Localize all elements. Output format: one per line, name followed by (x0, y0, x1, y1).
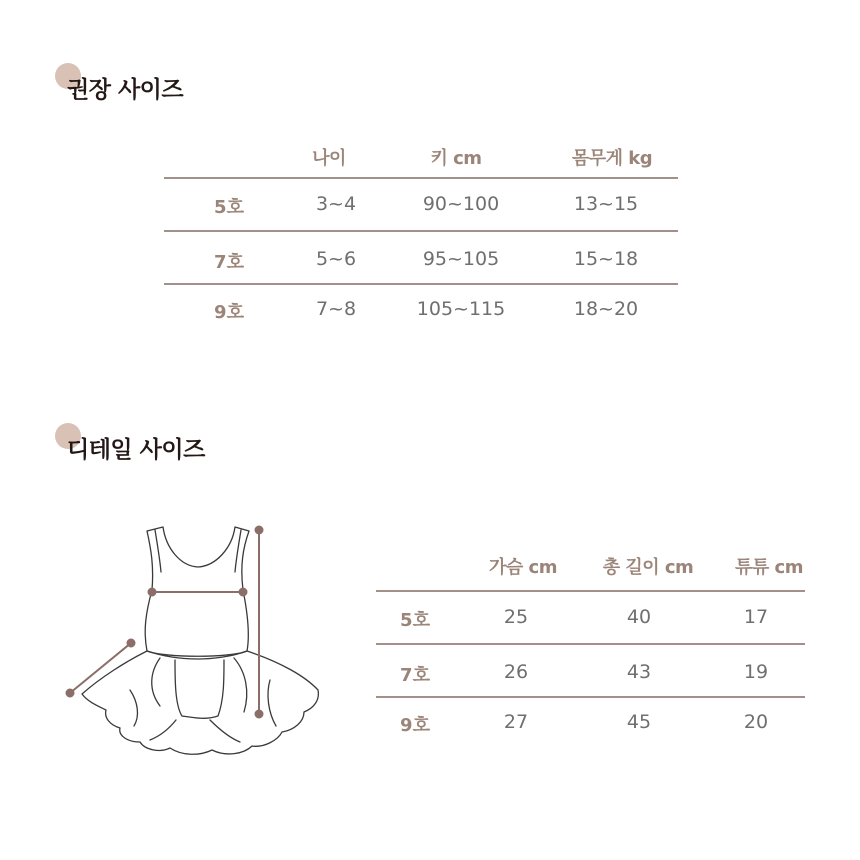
table-cell: 19 (743, 661, 769, 683)
table-cell: 20 (743, 711, 769, 733)
table-cell: 5~6 (315, 248, 357, 270)
row-label: 7호 (400, 665, 430, 686)
header-total-length: 총 길이 cm (602, 557, 694, 578)
table-divider (376, 590, 805, 592)
detail-title: 디테일 사이즈 (67, 437, 205, 463)
header-weight: 몸무게 kg (571, 148, 653, 169)
table-cell: 15~18 (573, 248, 639, 270)
row-label: 7호 (214, 252, 244, 273)
row-label: 9호 (400, 715, 430, 736)
table-cell: 13~15 (573, 193, 639, 215)
header-chest: 가슴 cm (489, 557, 557, 578)
table-divider (376, 643, 805, 645)
table-divider (164, 230, 678, 232)
table-cell: 7~8 (315, 298, 357, 320)
row-label: 9호 (214, 302, 244, 323)
table-cell: 105~115 (416, 298, 506, 320)
header-height: 키 cm (430, 148, 482, 169)
table-cell: 43 (626, 661, 652, 683)
table-cell: 45 (626, 711, 652, 733)
table-cell: 40 (626, 606, 652, 628)
tutu-dress-illustration (60, 520, 330, 760)
header-age: 나이 (312, 148, 346, 169)
table-cell: 18~20 (573, 298, 639, 320)
table-divider (164, 283, 678, 285)
table-cell: 95~105 (422, 248, 500, 270)
recommended-title: 권장 사이즈 (67, 77, 184, 103)
row-label: 5호 (214, 197, 244, 218)
table-cell: 26 (503, 661, 529, 683)
row-label: 5호 (400, 610, 430, 631)
header-tutu: 튜튜 cm (735, 557, 803, 578)
table-cell: 3~4 (315, 193, 357, 215)
table-cell: 25 (503, 606, 529, 628)
table-divider (164, 177, 678, 179)
table-cell: 90~100 (422, 193, 500, 215)
table-cell: 27 (503, 711, 529, 733)
table-cell: 17 (743, 606, 769, 628)
table-divider (376, 696, 805, 698)
